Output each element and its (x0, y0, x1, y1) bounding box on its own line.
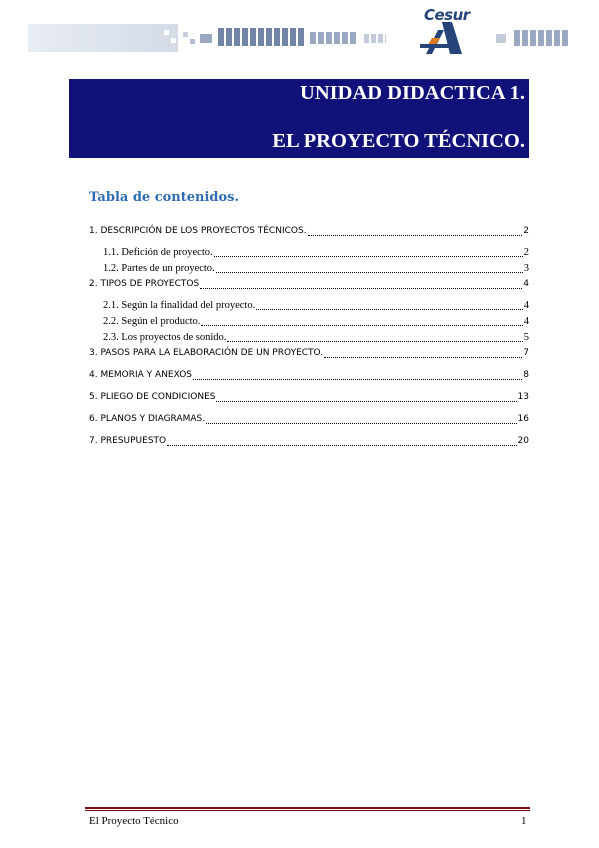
unit-title: UNIDAD DIDACTICA 1. (300, 82, 525, 104)
footer-rule (85, 807, 530, 809)
toc-entry-page: 16 (517, 414, 529, 424)
band-block (514, 30, 568, 46)
toc-entry-page: 4 (523, 316, 529, 327)
toc-entry-label: 1.2. Partes de un proyecto. (103, 263, 215, 274)
toc-leader (216, 263, 523, 273)
toc-entry[interactable] (89, 300, 529, 314)
header-decorative-band (28, 24, 568, 52)
toc-entry[interactable] (89, 247, 529, 261)
toc-leader (200, 279, 522, 289)
toc-heading: Tabla de contenidos. (89, 190, 240, 205)
toc-entry[interactable] (89, 332, 529, 346)
band-block (200, 34, 212, 43)
toc-entry[interactable] (89, 348, 529, 362)
toc-entry[interactable] (89, 436, 529, 450)
toc-entry-label: 2.3. Los proyectos de sonido. (103, 332, 227, 343)
toc-entry[interactable] (89, 316, 529, 330)
toc-entry-label: 4. MEMORIA Y ANEXOS (89, 370, 192, 380)
toc-entry-label: 2. TIPOS DE PROYECTOS (89, 279, 200, 289)
document-title: EL PROYECTO TÉCNICO. (272, 130, 525, 152)
band-square (190, 39, 195, 44)
toc-entry[interactable] (89, 370, 529, 384)
footer-rule-thin (85, 810, 530, 811)
toc-leader (216, 392, 516, 402)
band-block (310, 32, 356, 44)
toc-entry-page: 20 (517, 436, 529, 446)
toc-entry-label: 1. DESCRIPCIÓN DE LOS PROYECTOS TÉCNICOS. (89, 226, 307, 236)
band-block (218, 28, 306, 46)
footer-document-title: El Proyecto Técnico (89, 815, 179, 827)
band-square (183, 32, 188, 37)
toc-entry-label: 2.1. Según la finalidad del proyecto. (103, 300, 256, 311)
toc-entry[interactable] (89, 226, 529, 240)
toc-entry-page: 4 (523, 300, 529, 311)
toc-entry-page: 4 (523, 279, 529, 289)
toc-leader (201, 316, 522, 326)
toc-leader (308, 226, 523, 236)
toc-entry-label: 5. PLIEGO DE CONDICIONES (89, 392, 216, 402)
toc-entry-page: 2 (523, 247, 529, 258)
band-square (164, 30, 169, 35)
toc-entry-label: 6. PLANOS Y DIAGRAMAS. (89, 414, 206, 424)
toc-entry[interactable] (89, 414, 529, 428)
toc-entry-page: 3 (523, 263, 529, 274)
toc-entry-page: 7 (523, 348, 529, 358)
band-square (171, 38, 176, 43)
toc-entry-page: 5 (523, 332, 529, 343)
title-banner (69, 79, 529, 158)
toc-entry[interactable] (89, 263, 529, 277)
toc-leader (256, 300, 523, 310)
footer-page-number: 1 (521, 815, 527, 827)
toc-entry-label: 2.2. Según el producto. (103, 316, 201, 327)
toc-entry-label: 1.1. Defición de proyecto. (103, 247, 213, 258)
logo-text: Cesur (424, 6, 470, 24)
toc-leader (214, 247, 523, 257)
toc-entry-page: 8 (523, 370, 529, 380)
toc-entry-label: 7. PRESUPUESTO (89, 436, 167, 446)
toc-leader (167, 436, 516, 446)
toc-leader (227, 332, 522, 342)
toc-leader (324, 348, 522, 358)
toc-entry[interactable] (89, 392, 529, 406)
toc-entry-page: 13 (517, 392, 529, 402)
toc-entry-label: 3. PASOS PARA LA ELABORACIÓN DE UN PROYECTO. (89, 348, 324, 358)
band-block (496, 34, 506, 43)
toc-entry-page: 2 (523, 226, 529, 236)
toc-entry[interactable] (89, 279, 529, 293)
band-block (364, 34, 386, 43)
toc-leader (206, 414, 516, 424)
toc-leader (193, 370, 522, 380)
band-block (28, 24, 178, 52)
